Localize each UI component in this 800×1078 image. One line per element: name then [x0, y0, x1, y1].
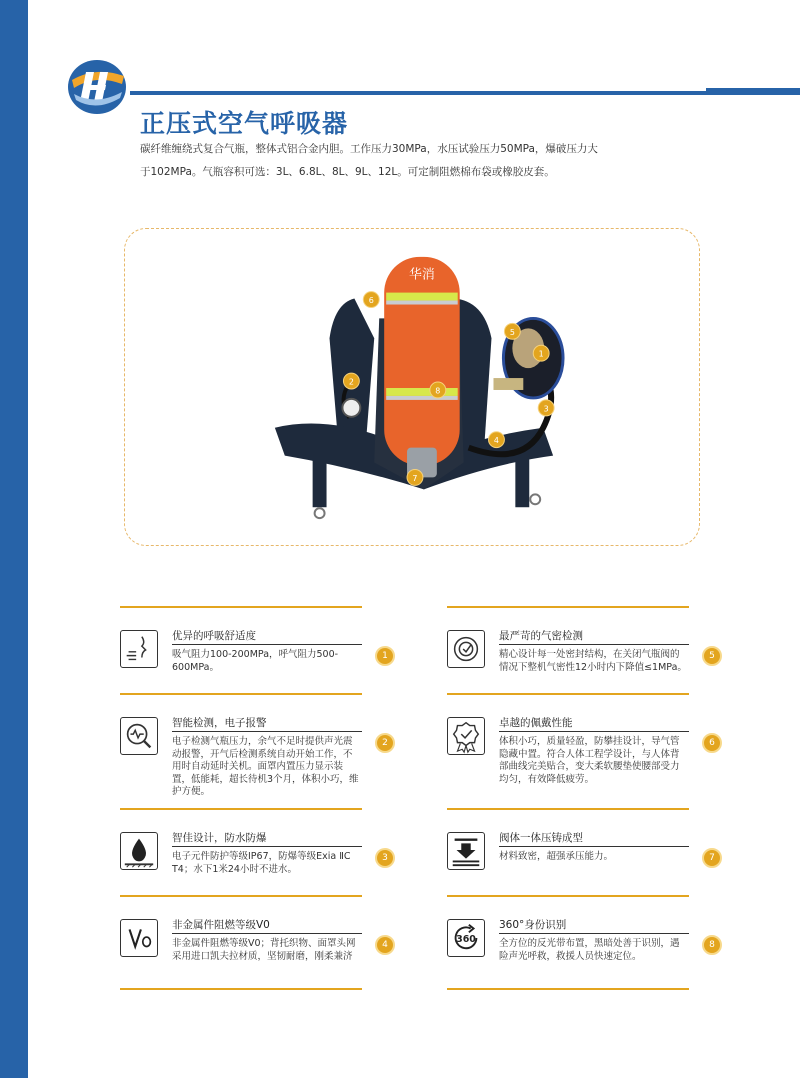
svg-text:4: 4 — [493, 436, 499, 446]
feature-number-badge: 1 — [375, 646, 395, 666]
feature-title: 360°身份识别 — [499, 919, 567, 931]
feature-title: 优异的呼吸舒适度 — [172, 630, 256, 642]
header-rule — [130, 91, 800, 95]
product-photo-frame — [124, 228, 700, 546]
press-down-icon — [447, 832, 485, 870]
feature-number-badge: 6 — [702, 733, 722, 753]
feature-text: 全方位的反光带布置，黑暗处善于识别，遇险声光呼救，救援人员快速定位。 — [499, 938, 680, 962]
svg-text:5: 5 — [509, 327, 515, 337]
seal-check-icon — [447, 630, 485, 668]
marker-6 — [363, 292, 379, 308]
left-accent-bar — [0, 0, 28, 1078]
feature-text: 材料致密，超强承压能力。 — [499, 851, 614, 862]
feature-number-badge: 4 — [375, 935, 395, 955]
feature-number-badge: 3 — [375, 848, 395, 868]
description-line-2: 于102MPa。气瓶容积可选：3L、6.8L、8L、9L、12L。可定制阻燃棉布袋或橡胶皮套。 — [140, 166, 555, 178]
feature-text: 电子元件防护等级IP67，防爆等级Exia ⅡC T4；水下1米24小时不进水。 — [172, 851, 351, 875]
svg-text:7: 7 — [412, 473, 418, 483]
breathing-apparatus-illustration — [125, 229, 699, 545]
feature-text: 非金属件阻燃等级V0；背托织物、面罩头网采用进口凯夫拉材质，坚韧耐磨，刚柔兼济 — [172, 938, 356, 962]
feature-number-badge: 8 — [702, 935, 722, 955]
feature-title: 卓越的佩戴性能 — [499, 717, 573, 729]
water-drop-icon — [120, 832, 158, 870]
svg-text:1: 1 — [538, 349, 544, 359]
svg-text:3: 3 — [543, 404, 549, 414]
company-logo — [66, 58, 128, 116]
right-column-bottom-rule — [447, 988, 689, 990]
feature-title: 阀体一体压铸成型 — [499, 832, 583, 844]
page-title: 正压式空气呼吸器 — [140, 109, 349, 138]
marker-7 — [407, 469, 423, 485]
feature-title: 智能检测，电子报警 — [172, 717, 267, 729]
svg-text:8: 8 — [435, 386, 441, 396]
marker-2 — [343, 373, 359, 389]
cylinder-brand-text: 华消 — [409, 267, 435, 283]
feature-number-badge: 7 — [702, 848, 722, 868]
svg-text:2: 2 — [348, 377, 354, 387]
feature-text: 精心设计每一处密封结构，在关闭气瓶阀的情况下整机气密性12小时内下降值≤1MPa。 — [499, 649, 687, 673]
marker-4 — [489, 432, 505, 448]
svg-text:360: 360 — [456, 933, 476, 945]
marker-3 — [538, 400, 554, 416]
marker-1 — [533, 345, 549, 361]
marker-5 — [504, 323, 520, 339]
feature-number-badge: 2 — [375, 733, 395, 753]
header-rule-accent — [706, 88, 800, 95]
feature-text: 电子检测气瓶压力，余气不足时提供声光震动报警，开气后检测系统自动开始工作，不用时自动延时关机。面罩内置压力显示装置，低能耗，超长待机3个月，体积小巧，维护方便。 — [172, 736, 359, 797]
svg-text:6: 6 — [368, 296, 374, 306]
left-column-bottom-rule — [120, 988, 362, 990]
product-description — [140, 138, 660, 184]
feature-number-badge: 5 — [702, 646, 722, 666]
feature-title: 非金属件阻燃等级V0 — [172, 919, 270, 931]
award-ribbon-icon — [447, 717, 485, 755]
rotate-360-icon — [447, 919, 485, 957]
breathing-face-icon — [120, 630, 158, 668]
description-line-1: 碳纤维缠绕式复合气瓶，整体式铝合金内胆。工作压力30MPa，水压试验压力50MPa，爆破压力大 — [140, 143, 598, 155]
feature-text: 体积小巧，质量轻盈，防攀挂设计，导气管隐藏中置。符合人体工程学设计，与人体背部曲线完美贴合，变大柔软腰垫使腰部受力均匀，有效降低疲劳。 — [499, 736, 680, 785]
feature-text: 吸气阻力100-200MPa，呼气阻力500-600MPa。 — [172, 649, 339, 673]
feature-title: 最严苛的气密检测 — [499, 630, 583, 642]
magnifier-wave-icon — [120, 717, 158, 755]
v0-icon — [120, 919, 158, 957]
feature-title: 智佳设计，防水防爆 — [172, 832, 267, 844]
marker-8 — [430, 382, 446, 398]
